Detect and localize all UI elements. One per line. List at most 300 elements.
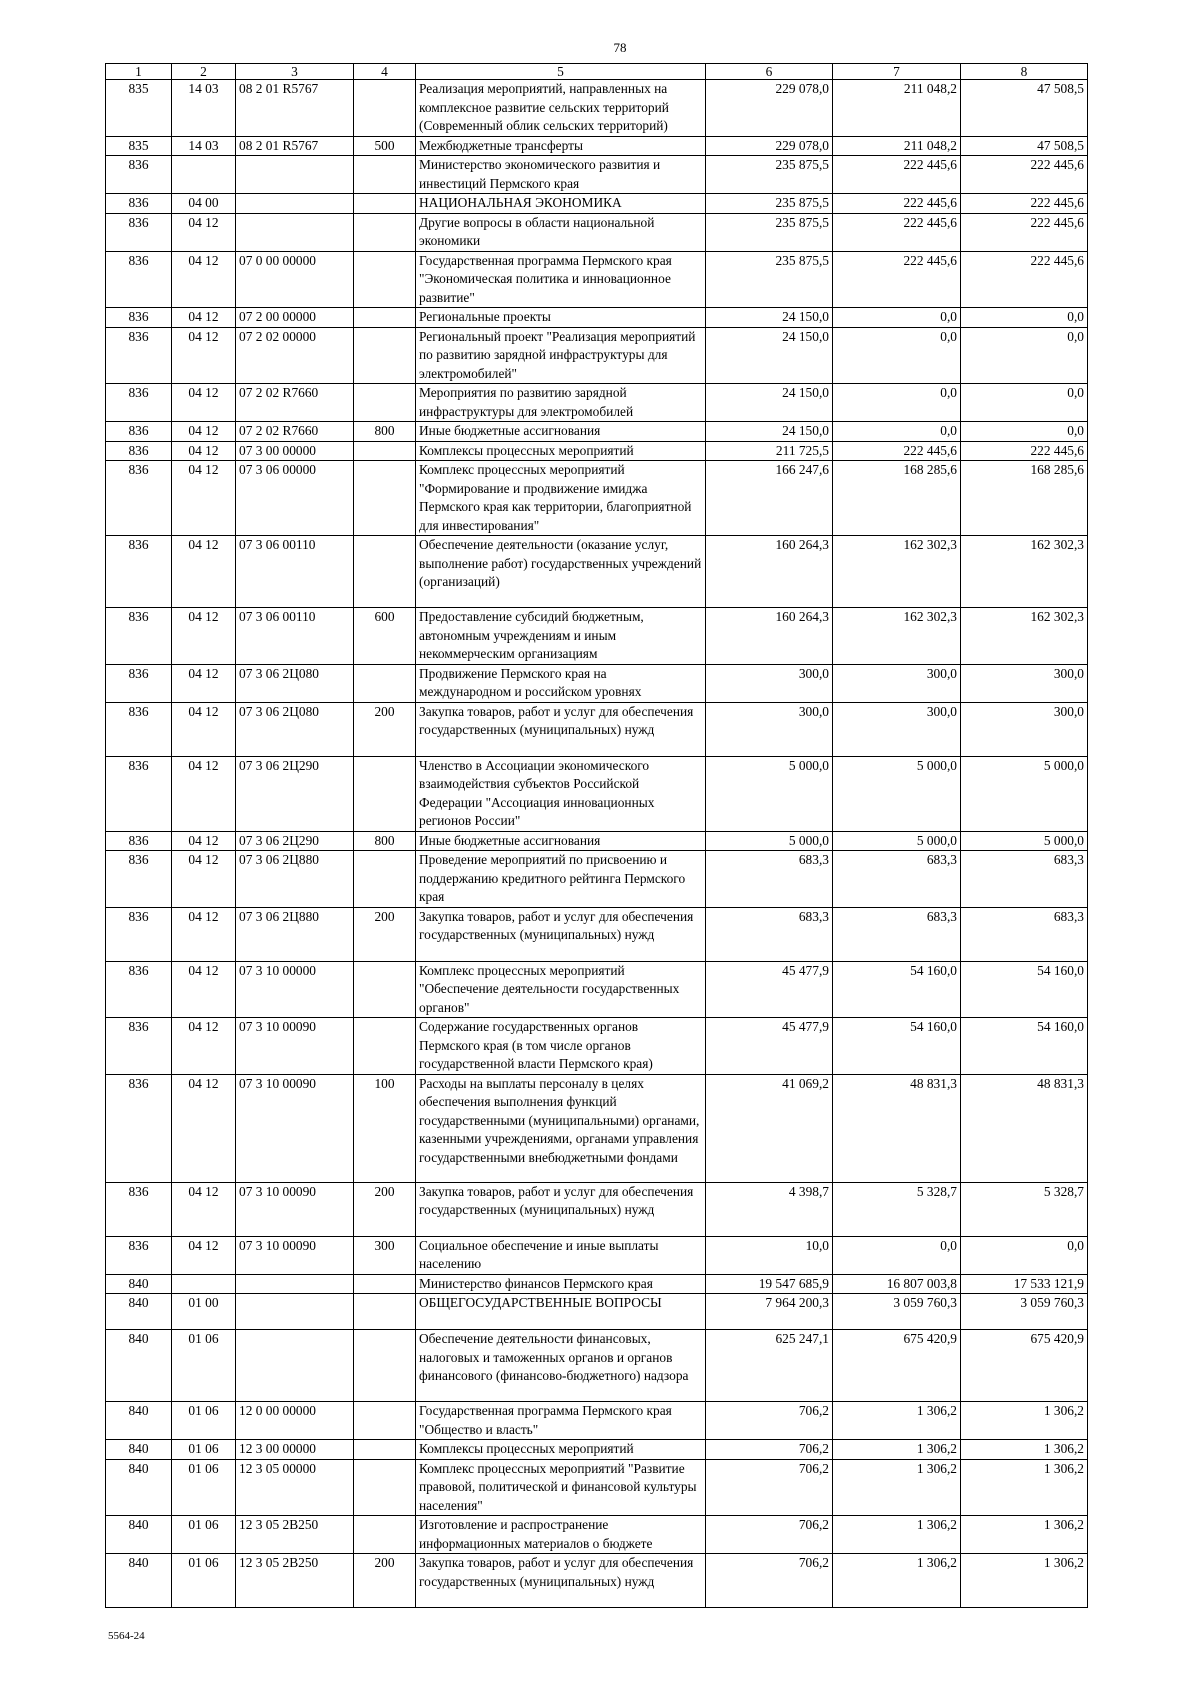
cell-expense-type: 200 (354, 702, 416, 756)
cell-description: Закупка товаров, работ и услуг для обеспечения государственных (муниципальных) нужд (416, 1182, 706, 1236)
cell-amount-col7: 0,0 (833, 384, 961, 422)
cell-section-code: 04 12 (172, 308, 236, 328)
cell-amount-col7: 675 420,9 (833, 1330, 961, 1402)
cell-description: Мероприятия по развитию зарядной инфраструктуры для электромобилей (416, 384, 706, 422)
cell-expense-type (354, 1330, 416, 1402)
cell-administrator-code: 840 (106, 1459, 172, 1516)
cell-amount-col6: 4 398,7 (706, 1182, 833, 1236)
cell-amount-col8: 222 445,6 (961, 251, 1088, 308)
cell-amount-col8: 5 000,0 (961, 831, 1088, 851)
cell-amount-col6: 24 150,0 (706, 422, 833, 442)
cell-amount-col6: 166 247,6 (706, 461, 833, 536)
cell-amount-col7: 54 160,0 (833, 961, 961, 1018)
cell-administrator-code: 836 (106, 251, 172, 308)
cell-amount-col7: 0,0 (833, 308, 961, 328)
header-col-6: 6 (706, 64, 833, 80)
table-row (106, 1236, 1088, 1274)
cell-description: Содержание государственных органов Пермского края (в том числе органов государственной власти Пермского края) (416, 1018, 706, 1075)
cell-administrator-code: 836 (106, 851, 172, 908)
cell-amount-col7: 0,0 (833, 422, 961, 442)
cell-expense-type (354, 194, 416, 214)
cell-administrator-code: 836 (106, 1074, 172, 1182)
cell-expense-type (354, 384, 416, 422)
cell-section-code: 04 12 (172, 1018, 236, 1075)
cell-amount-col8: 222 445,6 (961, 194, 1088, 214)
cell-amount-col7: 300,0 (833, 702, 961, 756)
cell-amount-col6: 300,0 (706, 664, 833, 702)
cell-amount-col7: 5 000,0 (833, 756, 961, 831)
table-row (106, 831, 1088, 851)
cell-description: Проведение мероприятий по присвоению и поддержанию кредитного рейтинга Пермского края (416, 851, 706, 908)
cell-description: Комплексы процессных мероприятий (416, 1440, 706, 1460)
cell-description: Другие вопросы в области национальной экономики (416, 213, 706, 251)
cell-amount-col6: 24 150,0 (706, 308, 833, 328)
header-col-7: 7 (833, 64, 961, 80)
cell-expense-type (354, 251, 416, 308)
cell-target-code: 12 0 00 00000 (236, 1402, 354, 1440)
cell-section-code: 01 06 (172, 1516, 236, 1554)
table-row (106, 702, 1088, 756)
cell-administrator-code: 836 (106, 461, 172, 536)
cell-amount-col7: 5 328,7 (833, 1182, 961, 1236)
cell-description: Министерство финансов Пермского края (416, 1274, 706, 1294)
cell-target-code: 07 3 10 00000 (236, 961, 354, 1018)
table-row (106, 756, 1088, 831)
cell-target-code: 12 3 05 00000 (236, 1459, 354, 1516)
cell-amount-col8: 683,3 (961, 907, 1088, 961)
cell-amount-col6: 235 875,5 (706, 213, 833, 251)
cell-expense-type: 800 (354, 831, 416, 851)
table-row (106, 251, 1088, 308)
cell-amount-col8: 17 533 121,9 (961, 1274, 1088, 1294)
cell-expense-type (354, 1274, 416, 1294)
cell-amount-col8: 222 445,6 (961, 213, 1088, 251)
cell-section-code: 01 06 (172, 1402, 236, 1440)
cell-section-code: 04 12 (172, 664, 236, 702)
cell-section-code: 04 12 (172, 1074, 236, 1182)
cell-administrator-code: 836 (106, 422, 172, 442)
cell-administrator-code: 836 (106, 1018, 172, 1075)
cell-administrator-code: 836 (106, 907, 172, 961)
cell-amount-col7: 0,0 (833, 327, 961, 384)
cell-amount-col7: 1 306,2 (833, 1554, 961, 1608)
cell-amount-col7: 1 306,2 (833, 1440, 961, 1460)
cell-target-code: 12 3 05 2В250 (236, 1554, 354, 1608)
header-col-4: 4 (354, 64, 416, 80)
cell-administrator-code: 840 (106, 1440, 172, 1460)
cell-expense-type (354, 961, 416, 1018)
cell-description: Иные бюджетные ассигнования (416, 831, 706, 851)
cell-administrator-code: 840 (106, 1294, 172, 1330)
cell-section-code: 04 12 (172, 702, 236, 756)
cell-amount-col7: 1 306,2 (833, 1402, 961, 1440)
cell-amount-col8: 5 000,0 (961, 756, 1088, 831)
cell-description: Межбюджетные трансферты (416, 136, 706, 156)
cell-amount-col6: 235 875,5 (706, 251, 833, 308)
cell-amount-col8: 300,0 (961, 664, 1088, 702)
cell-administrator-code: 836 (106, 702, 172, 756)
cell-target-code: 07 3 10 00090 (236, 1236, 354, 1274)
cell-section-code: 04 12 (172, 608, 236, 665)
cell-amount-col8: 47 508,5 (961, 80, 1088, 137)
cell-section-code: 04 12 (172, 851, 236, 908)
table-row (106, 961, 1088, 1018)
cell-administrator-code: 836 (106, 194, 172, 214)
cell-administrator-code: 836 (106, 664, 172, 702)
table-row (106, 1294, 1088, 1330)
cell-amount-col6: 235 875,5 (706, 156, 833, 194)
cell-expense-type (354, 308, 416, 328)
cell-target-code: 07 3 10 00090 (236, 1018, 354, 1075)
cell-expense-type (354, 80, 416, 137)
cell-description: Закупка товаров, работ и услуг для обеспечения государственных (муниципальных) нужд (416, 907, 706, 961)
cell-amount-col7: 162 302,3 (833, 608, 961, 665)
cell-administrator-code: 836 (106, 608, 172, 665)
cell-section-code: 04 12 (172, 756, 236, 831)
cell-target-code: 07 3 06 2Ц880 (236, 907, 354, 961)
table-row (106, 851, 1088, 908)
cell-target-code (236, 1274, 354, 1294)
cell-section-code: 04 12 (172, 1236, 236, 1274)
cell-section-code: 04 12 (172, 441, 236, 461)
cell-amount-col7: 0,0 (833, 1236, 961, 1274)
cell-amount-col8: 3 059 760,3 (961, 1294, 1088, 1330)
cell-amount-col8: 675 420,9 (961, 1330, 1088, 1402)
cell-section-code (172, 1274, 236, 1294)
cell-target-code: 08 2 01 R5767 (236, 80, 354, 137)
cell-description: Закупка товаров, работ и услуг для обеспечения государственных (муниципальных) нужд (416, 702, 706, 756)
cell-administrator-code: 835 (106, 80, 172, 137)
cell-amount-col6: 10,0 (706, 1236, 833, 1274)
cell-description: Министерство экономического развития и инвестиций Пермского края (416, 156, 706, 194)
cell-description: Предоставление субсидий бюджетным, автономным учреждениям и иным некоммерческим организациям (416, 608, 706, 665)
cell-amount-col8: 1 306,2 (961, 1402, 1088, 1440)
cell-amount-col8: 54 160,0 (961, 961, 1088, 1018)
cell-description: Региональные проекты (416, 308, 706, 328)
cell-amount-col8: 222 445,6 (961, 156, 1088, 194)
cell-amount-col6: 24 150,0 (706, 384, 833, 422)
cell-target-code: 07 3 06 00110 (236, 536, 354, 608)
cell-amount-col8: 0,0 (961, 422, 1088, 442)
cell-amount-col7: 222 445,6 (833, 251, 961, 308)
cell-description: Региональный проект "Реализация мероприятий по развитию зарядной инфраструктуры для электромобилей" (416, 327, 706, 384)
cell-target-code: 12 3 00 00000 (236, 1440, 354, 1460)
cell-amount-col6: 706,2 (706, 1459, 833, 1516)
cell-description: Иные бюджетные ассигнования (416, 422, 706, 442)
cell-expense-type: 600 (354, 608, 416, 665)
cell-administrator-code: 836 (106, 156, 172, 194)
cell-amount-col7: 222 445,6 (833, 156, 961, 194)
cell-target-code (236, 1294, 354, 1330)
cell-amount-col8: 47 508,5 (961, 136, 1088, 156)
cell-administrator-code: 836 (106, 536, 172, 608)
cell-amount-col6: 706,2 (706, 1516, 833, 1554)
cell-expense-type (354, 536, 416, 608)
cell-administrator-code: 840 (106, 1402, 172, 1440)
cell-amount-col6: 7 964 200,3 (706, 1294, 833, 1330)
cell-section-code: 04 12 (172, 422, 236, 442)
table-row (106, 80, 1088, 137)
cell-section-code: 14 03 (172, 136, 236, 156)
cell-expense-type (354, 1018, 416, 1075)
cell-target-code: 07 2 02 R7660 (236, 422, 354, 442)
cell-amount-col7: 162 302,3 (833, 536, 961, 608)
document-code: 5564-24 (108, 1630, 145, 1642)
table-row (106, 213, 1088, 251)
cell-amount-col6: 683,3 (706, 851, 833, 908)
cell-description: Государственная программа Пермского края "Общество и власть" (416, 1402, 706, 1440)
table-row (106, 461, 1088, 536)
cell-description: Социальное обеспечение и иные выплаты населению (416, 1236, 706, 1274)
cell-section-code: 04 12 (172, 461, 236, 536)
cell-amount-col6: 211 725,5 (706, 441, 833, 461)
cell-target-code: 07 3 06 2Ц290 (236, 756, 354, 831)
cell-amount-col8: 683,3 (961, 851, 1088, 908)
cell-expense-type: 200 (354, 907, 416, 961)
table-row (106, 136, 1088, 156)
cell-section-code: 04 12 (172, 327, 236, 384)
cell-target-code (236, 1330, 354, 1402)
cell-amount-col6: 229 078,0 (706, 136, 833, 156)
header-col-8: 8 (961, 64, 1088, 80)
table-body (106, 80, 1088, 1608)
cell-expense-type: 200 (354, 1554, 416, 1608)
cell-section-code: 04 12 (172, 907, 236, 961)
cell-expense-type (354, 1402, 416, 1440)
table-row (106, 907, 1088, 961)
cell-amount-col8: 54 160,0 (961, 1018, 1088, 1075)
cell-expense-type: 200 (354, 1182, 416, 1236)
header-row (106, 64, 1088, 80)
cell-amount-col7: 1 306,2 (833, 1516, 961, 1554)
cell-amount-col7: 683,3 (833, 851, 961, 908)
table-row (106, 1459, 1088, 1516)
cell-target-code (236, 156, 354, 194)
cell-administrator-code: 836 (106, 1236, 172, 1274)
cell-section-code: 01 06 (172, 1459, 236, 1516)
cell-administrator-code: 840 (106, 1554, 172, 1608)
cell-description: Государственная программа Пермского края "Экономическая политика и инновационное развитие" (416, 251, 706, 308)
cell-amount-col8: 162 302,3 (961, 608, 1088, 665)
cell-expense-type (354, 156, 416, 194)
cell-administrator-code: 836 (106, 327, 172, 384)
cell-target-code: 07 3 06 2Ц290 (236, 831, 354, 851)
header-col-3: 3 (236, 64, 354, 80)
cell-expense-type: 100 (354, 1074, 416, 1182)
cell-expense-type: 800 (354, 422, 416, 442)
cell-section-code (172, 156, 236, 194)
cell-target-code: 07 3 00 00000 (236, 441, 354, 461)
cell-amount-col6: 300,0 (706, 702, 833, 756)
cell-expense-type (354, 1516, 416, 1554)
cell-expense-type (354, 851, 416, 908)
cell-amount-col8: 1 306,2 (961, 1554, 1088, 1608)
cell-amount-col8: 0,0 (961, 327, 1088, 384)
cell-amount-col7: 222 445,6 (833, 441, 961, 461)
cell-amount-col8: 162 302,3 (961, 536, 1088, 608)
table-row (106, 1402, 1088, 1440)
cell-amount-col8: 1 306,2 (961, 1459, 1088, 1516)
cell-amount-col7: 300,0 (833, 664, 961, 702)
cell-description: Изготовление и распространение информационных материалов о бюджете (416, 1516, 706, 1554)
cell-amount-col8: 48 831,3 (961, 1074, 1088, 1182)
cell-administrator-code: 836 (106, 213, 172, 251)
cell-description: Закупка товаров, работ и услуг для обеспечения государственных (муниципальных) нужд (416, 1554, 706, 1608)
cell-description: Комплексы процессных мероприятий (416, 441, 706, 461)
cell-section-code: 01 00 (172, 1294, 236, 1330)
cell-target-code: 08 2 01 R5767 (236, 136, 354, 156)
cell-target-code: 07 3 06 2Ц080 (236, 702, 354, 756)
header-col-2: 2 (172, 64, 236, 80)
cell-target-code: 07 3 06 00000 (236, 461, 354, 536)
cell-amount-col6: 706,2 (706, 1554, 833, 1608)
header-col-1: 1 (106, 64, 172, 80)
cell-section-code: 04 12 (172, 251, 236, 308)
cell-administrator-code: 836 (106, 756, 172, 831)
cell-description: Комплекс процессных мероприятий "Обеспечение деятельности государственных органов" (416, 961, 706, 1018)
cell-target-code: 07 3 10 00090 (236, 1074, 354, 1182)
cell-amount-col7: 5 000,0 (833, 831, 961, 851)
cell-amount-col7: 222 445,6 (833, 194, 961, 214)
cell-target-code: 07 3 10 00090 (236, 1182, 354, 1236)
cell-target-code (236, 194, 354, 214)
cell-amount-col6: 5 000,0 (706, 756, 833, 831)
cell-expense-type (354, 664, 416, 702)
cell-section-code: 01 06 (172, 1330, 236, 1402)
table-row (106, 1516, 1088, 1554)
cell-expense-type (354, 1459, 416, 1516)
cell-amount-col7: 168 285,6 (833, 461, 961, 536)
cell-amount-col8: 1 306,2 (961, 1440, 1088, 1460)
cell-amount-col7: 16 807 003,8 (833, 1274, 961, 1294)
cell-administrator-code: 836 (106, 308, 172, 328)
cell-section-code: 01 06 (172, 1554, 236, 1608)
cell-administrator-code: 836 (106, 441, 172, 461)
table-row (106, 1330, 1088, 1402)
cell-amount-col8: 300,0 (961, 702, 1088, 756)
cell-description: НАЦИОНАЛЬНАЯ ЭКОНОМИКА (416, 194, 706, 214)
cell-amount-col8: 5 328,7 (961, 1182, 1088, 1236)
cell-expense-type (354, 213, 416, 251)
cell-amount-col8: 0,0 (961, 308, 1088, 328)
cell-section-code: 04 00 (172, 194, 236, 214)
cell-section-code: 04 12 (172, 961, 236, 1018)
cell-amount-col8: 0,0 (961, 1236, 1088, 1274)
table-row (106, 1274, 1088, 1294)
cell-amount-col6: 229 078,0 (706, 80, 833, 137)
cell-amount-col7: 54 160,0 (833, 1018, 961, 1075)
budget-table (105, 63, 1088, 1608)
table-row (106, 536, 1088, 608)
cell-expense-type (354, 441, 416, 461)
cell-amount-col8: 1 306,2 (961, 1516, 1088, 1554)
cell-description: Комплекс процессных мероприятий "Развитие правовой, политической и финансовой культуры населения" (416, 1459, 706, 1516)
cell-amount-col6: 5 000,0 (706, 831, 833, 851)
cell-amount-col7: 1 306,2 (833, 1459, 961, 1516)
cell-amount-col8: 0,0 (961, 384, 1088, 422)
cell-expense-type (354, 327, 416, 384)
cell-amount-col6: 24 150,0 (706, 327, 833, 384)
cell-amount-col6: 160 264,3 (706, 608, 833, 665)
cell-amount-col6: 235 875,5 (706, 194, 833, 214)
table-row (106, 608, 1088, 665)
cell-administrator-code: 836 (106, 961, 172, 1018)
cell-target-code: 07 0 00 00000 (236, 251, 354, 308)
cell-amount-col7: 222 445,6 (833, 213, 961, 251)
table-row (106, 308, 1088, 328)
cell-amount-col7: 211 048,2 (833, 80, 961, 137)
cell-amount-col6: 45 477,9 (706, 961, 833, 1018)
cell-section-code: 04 12 (172, 384, 236, 422)
cell-description: Обеспечение деятельности финансовых, налоговых и таможенных органов и органов финансового (финансово-бюджетного) надзора (416, 1330, 706, 1402)
cell-section-code: 14 03 (172, 80, 236, 137)
cell-expense-type (354, 1294, 416, 1330)
table-row (106, 1018, 1088, 1075)
table-row (106, 664, 1088, 702)
cell-description: ОБЩЕГОСУДАРСТВЕННЫЕ ВОПРОСЫ (416, 1294, 706, 1330)
cell-target-code (236, 213, 354, 251)
table-row (106, 156, 1088, 194)
cell-expense-type: 500 (354, 136, 416, 156)
table-row (106, 1182, 1088, 1236)
cell-section-code: 04 12 (172, 213, 236, 251)
table-header (106, 64, 1088, 80)
cell-description: Комплекс процессных мероприятий "Формирование и продвижение имиджа Пермского края как территории, благоприятной для инвестирования" (416, 461, 706, 536)
cell-amount-col7: 211 048,2 (833, 136, 961, 156)
cell-description: Расходы на выплаты персоналу в целях обеспечения выполнения функций государственными (муниципальными) органами, казенными учреждениями, органами управления государственными внебюджетными фондами (416, 1074, 706, 1182)
cell-amount-col6: 625 247,1 (706, 1330, 833, 1402)
table-row (106, 194, 1088, 214)
cell-amount-col6: 706,2 (706, 1440, 833, 1460)
table-row (106, 384, 1088, 422)
cell-administrator-code: 836 (106, 384, 172, 422)
cell-target-code: 07 3 06 2Ц080 (236, 664, 354, 702)
cell-section-code: 04 12 (172, 1182, 236, 1236)
table-row (106, 422, 1088, 442)
cell-amount-col6: 45 477,9 (706, 1018, 833, 1075)
cell-amount-col6: 683,3 (706, 907, 833, 961)
cell-description: Членство в Ассоциации экономического взаимодействия субъектов Российской Федерации "Ассоциация инновационных регионов России" (416, 756, 706, 831)
cell-amount-col6: 19 547 685,9 (706, 1274, 833, 1294)
table-row (106, 1554, 1088, 1608)
cell-description: Реализация мероприятий, направленных на комплексное развитие сельских территорий (Современный облик сельских территорий) (416, 80, 706, 137)
table-row (106, 1074, 1088, 1182)
cell-amount-col6: 706,2 (706, 1402, 833, 1440)
table-row (106, 327, 1088, 384)
cell-administrator-code: 840 (106, 1274, 172, 1294)
cell-administrator-code: 835 (106, 136, 172, 156)
cell-amount-col7: 683,3 (833, 907, 961, 961)
cell-target-code: 07 3 06 2Ц880 (236, 851, 354, 908)
cell-administrator-code: 840 (106, 1330, 172, 1402)
header-col-5: 5 (416, 64, 706, 80)
cell-section-code: 04 12 (172, 831, 236, 851)
cell-target-code: 07 2 02 R7660 (236, 384, 354, 422)
cell-target-code: 07 2 02 00000 (236, 327, 354, 384)
cell-administrator-code: 836 (106, 831, 172, 851)
cell-amount-col7: 3 059 760,3 (833, 1294, 961, 1330)
cell-administrator-code: 840 (106, 1516, 172, 1554)
cell-target-code: 07 2 00 00000 (236, 308, 354, 328)
cell-expense-type (354, 1440, 416, 1460)
cell-description: Продвижение Пермского края на международном и российском уровнях (416, 664, 706, 702)
cell-target-code: 12 3 05 2В250 (236, 1516, 354, 1554)
cell-target-code: 07 3 06 00110 (236, 608, 354, 665)
cell-expense-type (354, 756, 416, 831)
cell-amount-col6: 41 069,2 (706, 1074, 833, 1182)
cell-amount-col8: 168 285,6 (961, 461, 1088, 536)
cell-amount-col6: 160 264,3 (706, 536, 833, 608)
